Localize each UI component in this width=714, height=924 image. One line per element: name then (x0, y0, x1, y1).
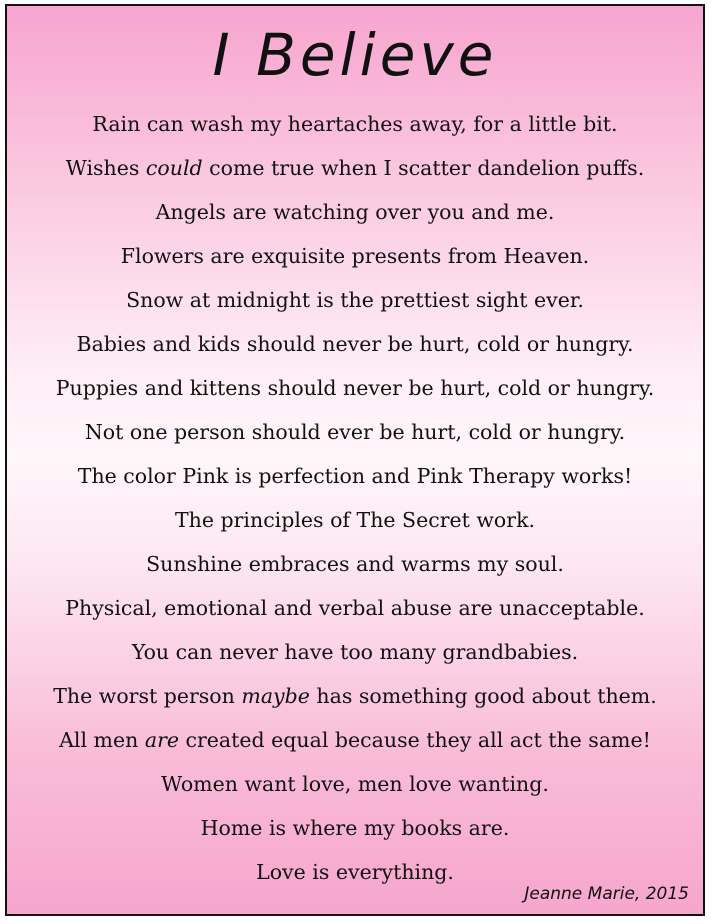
poem-line-text: Rain can wash my heartaches away, for a little bit. (92, 112, 618, 136)
poem-line (7, 630, 703, 674)
poem-line (7, 410, 703, 454)
poem-line-text: created equal because they all act the same! (179, 728, 651, 752)
poem-line (7, 234, 703, 278)
poem-line-text: Physical, emotional and verbal abuse are unacceptable. (65, 596, 645, 620)
poem-line (7, 322, 703, 366)
poem-poster (5, 4, 705, 916)
poem-line-emphasis: could (145, 156, 203, 180)
poem-line-text: come true when I scatter dandelion puffs. (202, 156, 645, 180)
poem-line (7, 586, 703, 630)
poem-line-text: Flowers are exquisite presents from Heaven. (120, 244, 590, 268)
poem-line-text: has something good about them. (309, 684, 657, 708)
poem-line-text: All men (59, 728, 145, 752)
poem-line (7, 190, 703, 234)
poem-line (7, 454, 703, 498)
poem-line-text: Angels are watching over you and me. (155, 200, 555, 224)
poem-line-text: The principles of The Secret work. (174, 508, 536, 532)
poem-line (7, 498, 703, 542)
poem-line-text: Love is everything. (256, 860, 454, 884)
poem-line-emphasis: maybe (241, 684, 310, 708)
poem-line-text: The worst person (53, 684, 242, 708)
poem-line-text: Women want love, men love wanting. (161, 772, 549, 796)
poem-line (7, 278, 703, 322)
author-signature: Jeanne Marie, 2015 (524, 884, 689, 904)
poem-line-text: You can never have too many grandbabies. (131, 640, 579, 664)
poem-line-text: Sunshine embraces and warms my soul. (146, 552, 564, 576)
poem-line-text: Not one person should ever be hurt, cold or hungry. (84, 420, 626, 444)
poem-title: I Believe (212, 21, 498, 89)
poem-line (7, 542, 703, 586)
poem-line (7, 102, 703, 146)
poem-line (7, 674, 703, 718)
poem-line (7, 718, 703, 762)
poem-line (7, 762, 703, 806)
poem-line (7, 806, 703, 850)
poem-line-text: The color Pink is perfection and Pink Therapy works! (77, 464, 633, 488)
poem-line-text: Babies and kids should never be hurt, cold or hungry. (76, 332, 634, 356)
poem-line-text: Home is where my books are. (200, 816, 510, 840)
poem-line-emphasis: are (144, 728, 179, 752)
poem-line (7, 366, 703, 410)
poem-line-text: Wishes (65, 156, 146, 180)
poem-line-text: Snow at midnight is the prettiest sight ever. (126, 288, 584, 312)
poem-line-text: Puppies and kittens should never be hurt, cold or hungry. (55, 376, 655, 400)
poem-line (7, 146, 703, 190)
poem-lines (7, 102, 703, 894)
